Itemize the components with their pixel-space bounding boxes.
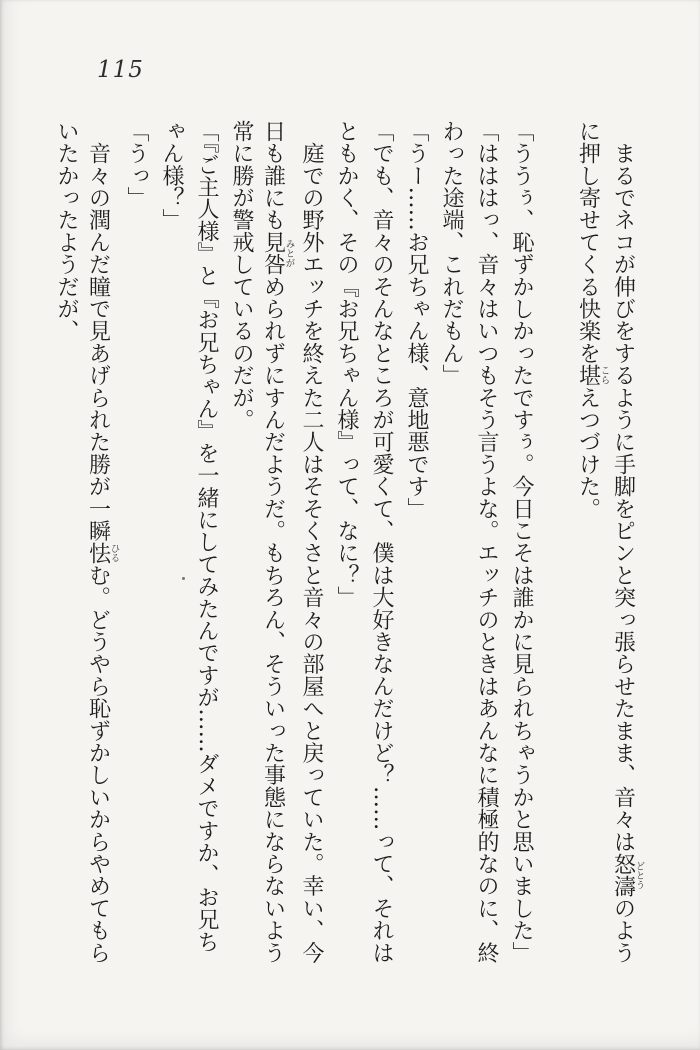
text-column: ともかく、その『お兄ちゃん様』って、なに？」 — [334, 120, 359, 609]
text-column: 「うー……お兄ちゃん様、意地悪です」 — [404, 120, 429, 520]
furigana-annotated-word: 堪こら — [575, 364, 610, 387]
text-column: 「でも、音々のそんなところが可愛くて、僕は大好きなんだけど？……って、それは — [369, 120, 394, 964]
text-column: 日も誰にも見咎みとがめられずにすんだようだ。もちろん、そういった事態にならないよう — [260, 120, 295, 964]
furigana-annotated-word: 怒濤どとう — [610, 852, 645, 898]
furigana-annotated-word: 見咎みとが — [260, 231, 295, 276]
blank-line — [539, 120, 574, 966]
text-column: 音々の潤んだ瞳で見あげられた勝が一瞬怯ひるむ。どうやら恥ずかしいからやめてもら — [85, 120, 120, 964]
page-number: 115 — [97, 57, 144, 83]
ink-speck — [182, 577, 185, 580]
text-column: に押し寄せてくる快楽を堪こらえつづけた。 — [575, 120, 610, 520]
text-column: いたかったようだが、 — [54, 120, 79, 342]
text-column: 「うっ」 — [124, 120, 149, 209]
furigana-annotated-word: 怯ひる — [85, 541, 120, 565]
text-column: 「『ご主人様』と『お兄ちゃん』を一緒にしてみたんですが……ダメですか、お兄ち — [194, 120, 219, 953]
text-column: 常に勝が警戒しているのだが。 — [229, 120, 254, 431]
text-column: わった途端、これだもん」 — [439, 120, 464, 387]
text-column: ゃん様？」 — [159, 120, 184, 231]
text-column: 「ううぅ、恥ずかしかったですぅ。今日こそは誰かに見られちゃうかと思いました」 — [509, 120, 534, 964]
text-column: 庭での野外エッチを終えた二人はそそくさと音々の部屋へと戻っていた。幸い、今 — [299, 120, 324, 964]
text-block — [49, 120, 644, 966]
text-column: まるでネコが伸びをするように手脚をピンと突っ張らせたまま、音々は怒濤どとうのよう — [610, 120, 645, 964]
text-column: 「はははっ、音々はいつもそう言うよな。エッチのときはあんなに積極的なのに、終 — [474, 120, 499, 964]
